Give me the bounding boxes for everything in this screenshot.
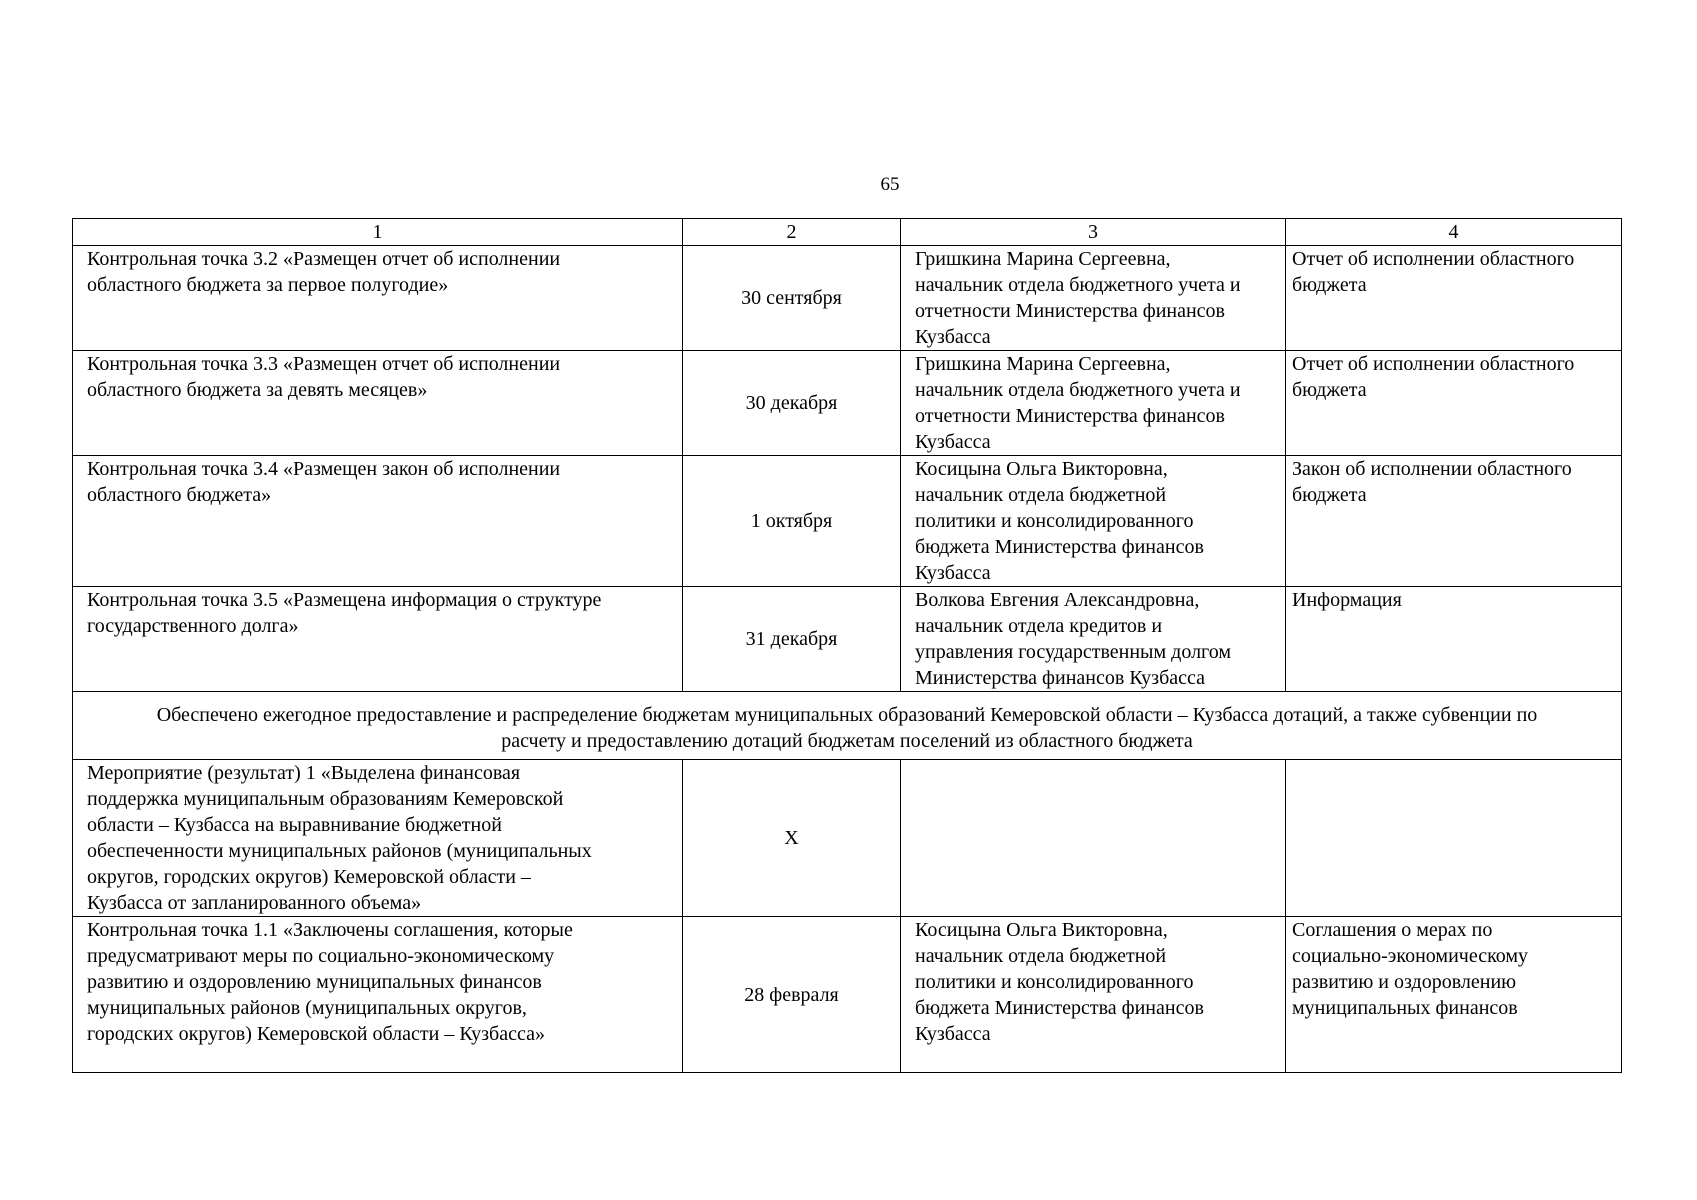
section-heading-row [73, 692, 1622, 760]
control-point-cell: Контрольная точка 3.5 «Размещена информация о структуре государственного долга» [73, 587, 683, 692]
header-cell: 4 [1286, 219, 1622, 246]
header-cell: 2 [683, 219, 901, 246]
responsible-cell: Гришкина Марина Сергеевна, начальник отдела бюджетного учета и отчетности Министерства финансов Кузбасса [901, 351, 1286, 456]
section-heading: Обеспечено ежегодное предоставление и распределение бюджетам муниципальных образований Кемеровской области – Кузбасса дотаций, а также субвенции по расчету и предоставлению дотаций бюджетам поселений из областного бюджета [73, 692, 1622, 760]
deadline-cell: 1 октября [683, 456, 901, 587]
header-cell: 1 [73, 219, 683, 246]
deadline-cell: 28 февраля [683, 917, 901, 1073]
document-type-cell: Соглашения о мерах по социально-экономическому развитию и оздоровлению муниципальных финансов [1286, 917, 1622, 1073]
document-type-cell: Закон об исполнении областного бюджета [1286, 456, 1622, 587]
table-row [73, 917, 1622, 1073]
table-row [73, 351, 1622, 456]
responsible-cell [901, 760, 1286, 917]
control-point-cell: Контрольная точка 3.2 «Размещен отчет об исполнении областного бюджета за первое полугодие» [73, 246, 683, 351]
deadline-cell: 30 сентября [683, 246, 901, 351]
page-number: 65 [880, 174, 900, 195]
table-header-row [73, 219, 1622, 246]
responsible-cell: Косицына Ольга Викторовна, начальник отдела бюджетной политики и консолидированного бюджета Министерства финансов Кузбасса [901, 456, 1286, 587]
control-point-cell: Контрольная точка 3.4 «Размещен закон об исполнении областного бюджета» [73, 456, 683, 587]
deadline-cell: Х [683, 760, 901, 917]
measure-cell: Мероприятие (результат) 1 «Выделена финансовая поддержка муниципальным образованиям Кемеровской области – Кузбасса на выравнивание бюджетной обеспеченности муниципальных районов (муниципальных округов, городских округов) Кемеровской области – Кузбасса от запланированного объема» [73, 760, 683, 917]
responsible-cell: Волкова Евгения Александровна, начальник отдела кредитов и управления государственным долгом Министерства финансов Кузбасса [901, 587, 1286, 692]
responsible-cell: Гришкина Марина Сергеевна, начальник отдела бюджетного учета и отчетности Министерства финансов Кузбасса [901, 246, 1286, 351]
deadline-cell: 31 декабря [683, 587, 901, 692]
measures-table [72, 218, 1622, 1073]
table-row [73, 456, 1622, 587]
document-type-cell: Информация [1286, 587, 1622, 692]
header-cell: 3 [901, 219, 1286, 246]
responsible-cell: Косицына Ольга Викторовна, начальник отдела бюджетной политики и консолидированного бюджета Министерства финансов Кузбасса [901, 917, 1286, 1073]
control-point-cell: Контрольная точка 3.3 «Размещен отчет об исполнении областного бюджета за девять месяцев» [73, 351, 683, 456]
table-row [73, 246, 1622, 351]
table-row [73, 587, 1622, 692]
document-type-cell: Отчет об исполнении областного бюджета [1286, 246, 1622, 351]
table-row [73, 760, 1622, 917]
document-type-cell [1286, 760, 1622, 917]
document-type-cell: Отчет об исполнении областного бюджета [1286, 351, 1622, 456]
control-point-cell: Контрольная точка 1.1 «Заключены соглашения, которые предусматривают меры по социально-экономическому развитию и оздоровлению муниципальных финансов муниципальных районов (муниципальных округов, городских округов) Кемеровской области – Кузбасса» [73, 917, 683, 1073]
deadline-cell: 30 декабря [683, 351, 901, 456]
